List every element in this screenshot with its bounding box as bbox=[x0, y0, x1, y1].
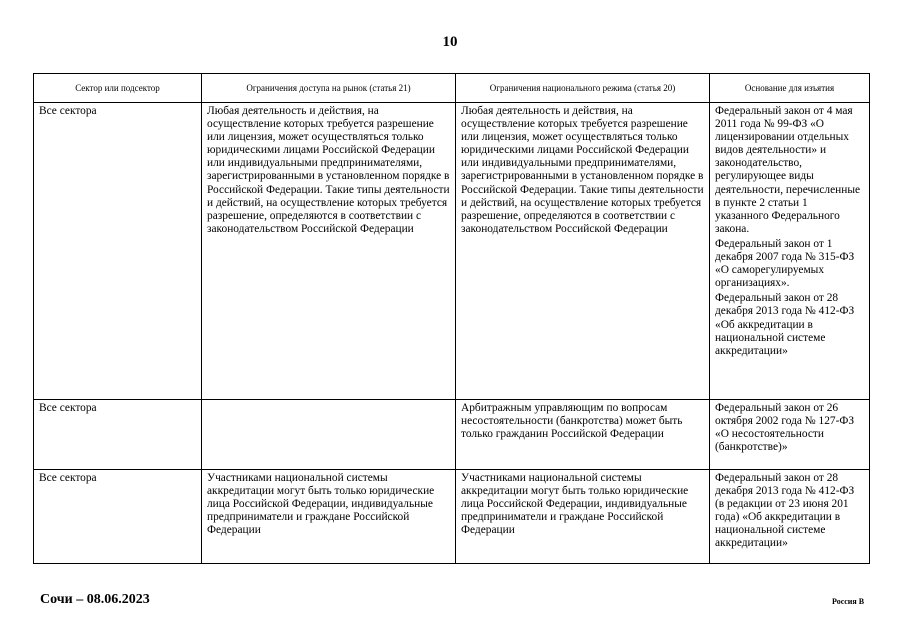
header-sector: Сектор или подсектор bbox=[34, 74, 202, 103]
basis-paragraph: Федеральный закон от 28 декабря 2013 года № 412-ФЗ «Об аккредитации в национальной системе аккредитации» bbox=[715, 292, 855, 357]
cell-market-access: Любая деятельность и действия, на осуществление которых требуется разрешение или лицензия, может осуществляться только юридическими лицами Российской Федерации или индивидуальными предпринимателями, зарегистрированными в установленном порядке в Российской Федерации. Такие типы деятельности и действий, на осуществление которых требуется разрешение, определяются в соответствии с законодательством Российской Федерации bbox=[202, 103, 456, 400]
cell-national-treatment: Участниками национальной системы аккредитации могут быть только юридические лица Российской Федерации, индивидуальные предприниматели и граждане Российской Федерации bbox=[456, 470, 710, 564]
cell-sector: Все сектора bbox=[34, 470, 202, 564]
basis-paragraph: Федеральный закон от 26 октября 2002 года № 127-ФЗ «О несостоятельности (банкротстве)» bbox=[715, 402, 855, 454]
table-row bbox=[34, 103, 870, 400]
header-basis: Основание для изъятия bbox=[710, 74, 870, 103]
cell-basis bbox=[710, 400, 870, 470]
basis-paragraph: Федеральный закон от 4 мая 2011 года № 99-ФЗ «О лицензировании отдельных видов деятельности» и законодательство, регулирующее виды деятельности, перечисленные в пункте 2 статьи 1 указанного Федерального закона. bbox=[715, 105, 861, 235]
cell-basis bbox=[710, 470, 870, 564]
table-row bbox=[34, 400, 870, 470]
table-row bbox=[34, 470, 870, 564]
footer-place-date: Сочи – 08.06.2023 bbox=[40, 592, 150, 607]
cell-basis bbox=[710, 103, 870, 400]
header-national-treatment: Ограничения национального режима (статья 20) bbox=[456, 74, 710, 103]
page-number: 10 bbox=[442, 34, 458, 50]
footer-country: Россия В bbox=[832, 597, 865, 606]
reservations-table bbox=[33, 73, 870, 564]
basis-paragraph: Федеральный закон от 28 декабря 2013 года № 412-ФЗ (в редакции от 23 июня 201 года) «Об аккредитации в национальной системе аккредитации» bbox=[715, 472, 855, 550]
basis-paragraph: Федеральный закон от 1 декабря 2007 года № 315-ФЗ «О саморегулируемых организациях». bbox=[715, 237, 855, 290]
cell-market-access bbox=[202, 400, 456, 470]
cell-sector: Все сектора bbox=[34, 103, 202, 400]
cell-national-treatment: Арбитражным управляющим по вопросам несостоятельности (банкротства) может быть только гражданин Российской Федерации bbox=[456, 400, 710, 470]
table-header-row bbox=[34, 74, 870, 103]
cell-market-access: Участниками национальной системы аккредитации могут быть только юридические лица Российской Федерации, индивидуальные предприниматели и граждане Российской Федерации bbox=[202, 470, 456, 564]
cell-national-treatment: Любая деятельность и действия, на осуществление которых требуется разрешение или лицензия, может осуществляться только юридическими лицами Российской Федерации или индивидуальными предпринимателями, зарегистрированными в установленном порядке в Российской Федерации. Такие типы деятельности и действий, на осуществление которых требуется разрешение, определяются в соответствии с законодательством Российской Федерации bbox=[456, 103, 710, 400]
cell-sector: Все сектора bbox=[34, 400, 202, 470]
header-market-access: Ограничения доступа на рынок (статья 21) bbox=[202, 74, 456, 103]
